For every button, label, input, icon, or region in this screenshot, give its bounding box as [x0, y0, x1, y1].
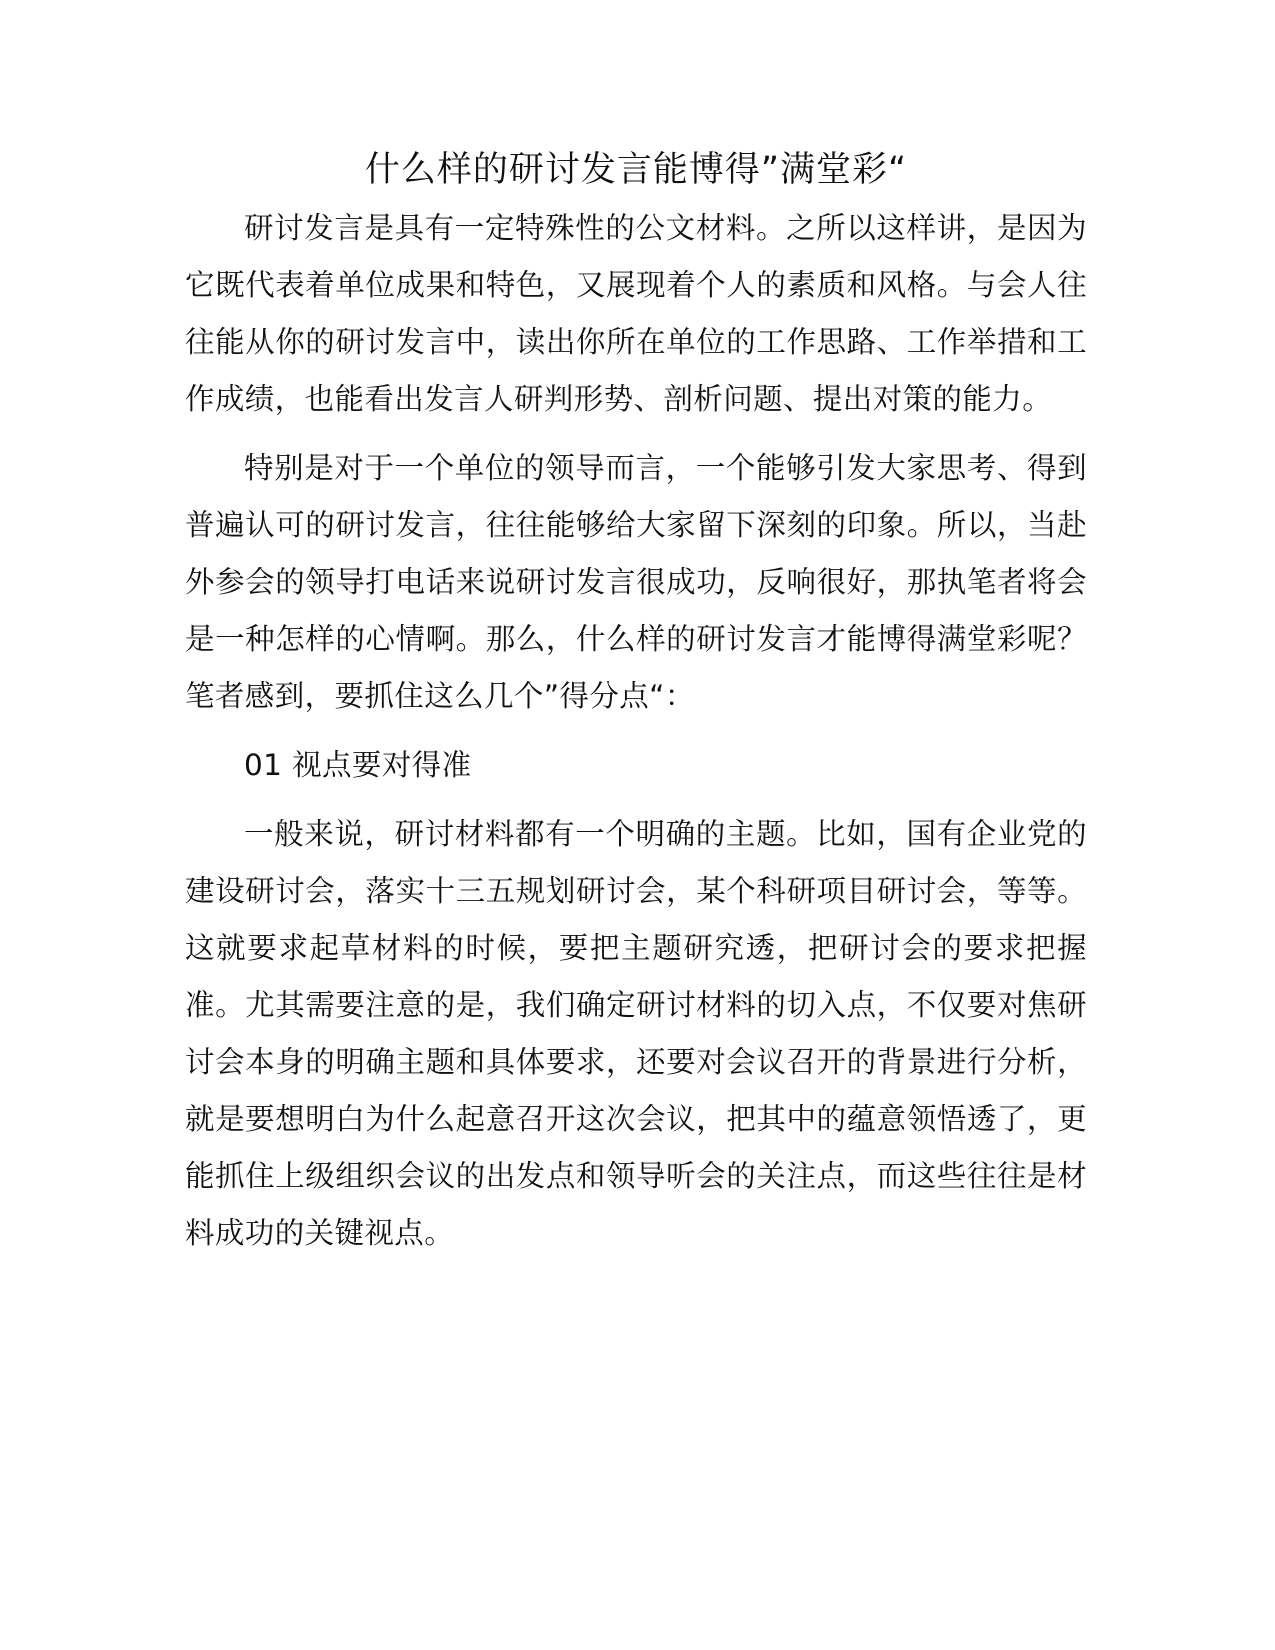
section-heading: 01 视点要对得准 — [244, 748, 472, 782]
intro-paragraph-2: 特别是对于一个单位的领导而言，一个能够引发大家思考、得到普遍认可的研讨发言，往往能够给大家留下深刻的印象。所以，当赴外参会的领导打电话来说研讨发言很成功，反响很好，那执笔者将会是一种怎样的心情啊。那么，什么样的研讨发言才能博得满堂彩呢？笔者感到，要抓住这么几个”得分点“： — [185, 451, 1087, 713]
document-title: 什么样的研讨发言能博得”满堂彩“ — [364, 150, 908, 190]
intro-paragraph-1: 研讨发言是具有一定特殊性的公文材料。之所以这样讲，是因为它既代表着单位成果和特色，又展现着个人的素质和风格。与会人往往能从你的研讨发言中，读出你所在单位的工作思路、工作举措和工作成绩，也能看出发言人研判形势、剖析问题、提出对策的能力。 — [185, 211, 1087, 416]
document-page — [185, 148, 1087, 1262]
section-paragraph: 一般来说，研讨材料都有一个明确的主题。比如，国有企业党的建设研讨会，落实十三五规划研讨会，某个科研项目研讨会，等等。这就要求起草材料的时候，要把主题研究透，把研讨会的要求把握准。尤其需要注意的是，我们确定研讨材料的切入点，不仅要对焦研讨会本身的明确主题和具体要求，还要对会议召开的背景进行分析，就是要想明白为什么起意召开这次会议，把其中的蕴意领悟透了，更能抓住上级组织会议的出发点和领导听会的关注点，而这些往往是材料成功的关键视点。 — [185, 817, 1087, 1250]
